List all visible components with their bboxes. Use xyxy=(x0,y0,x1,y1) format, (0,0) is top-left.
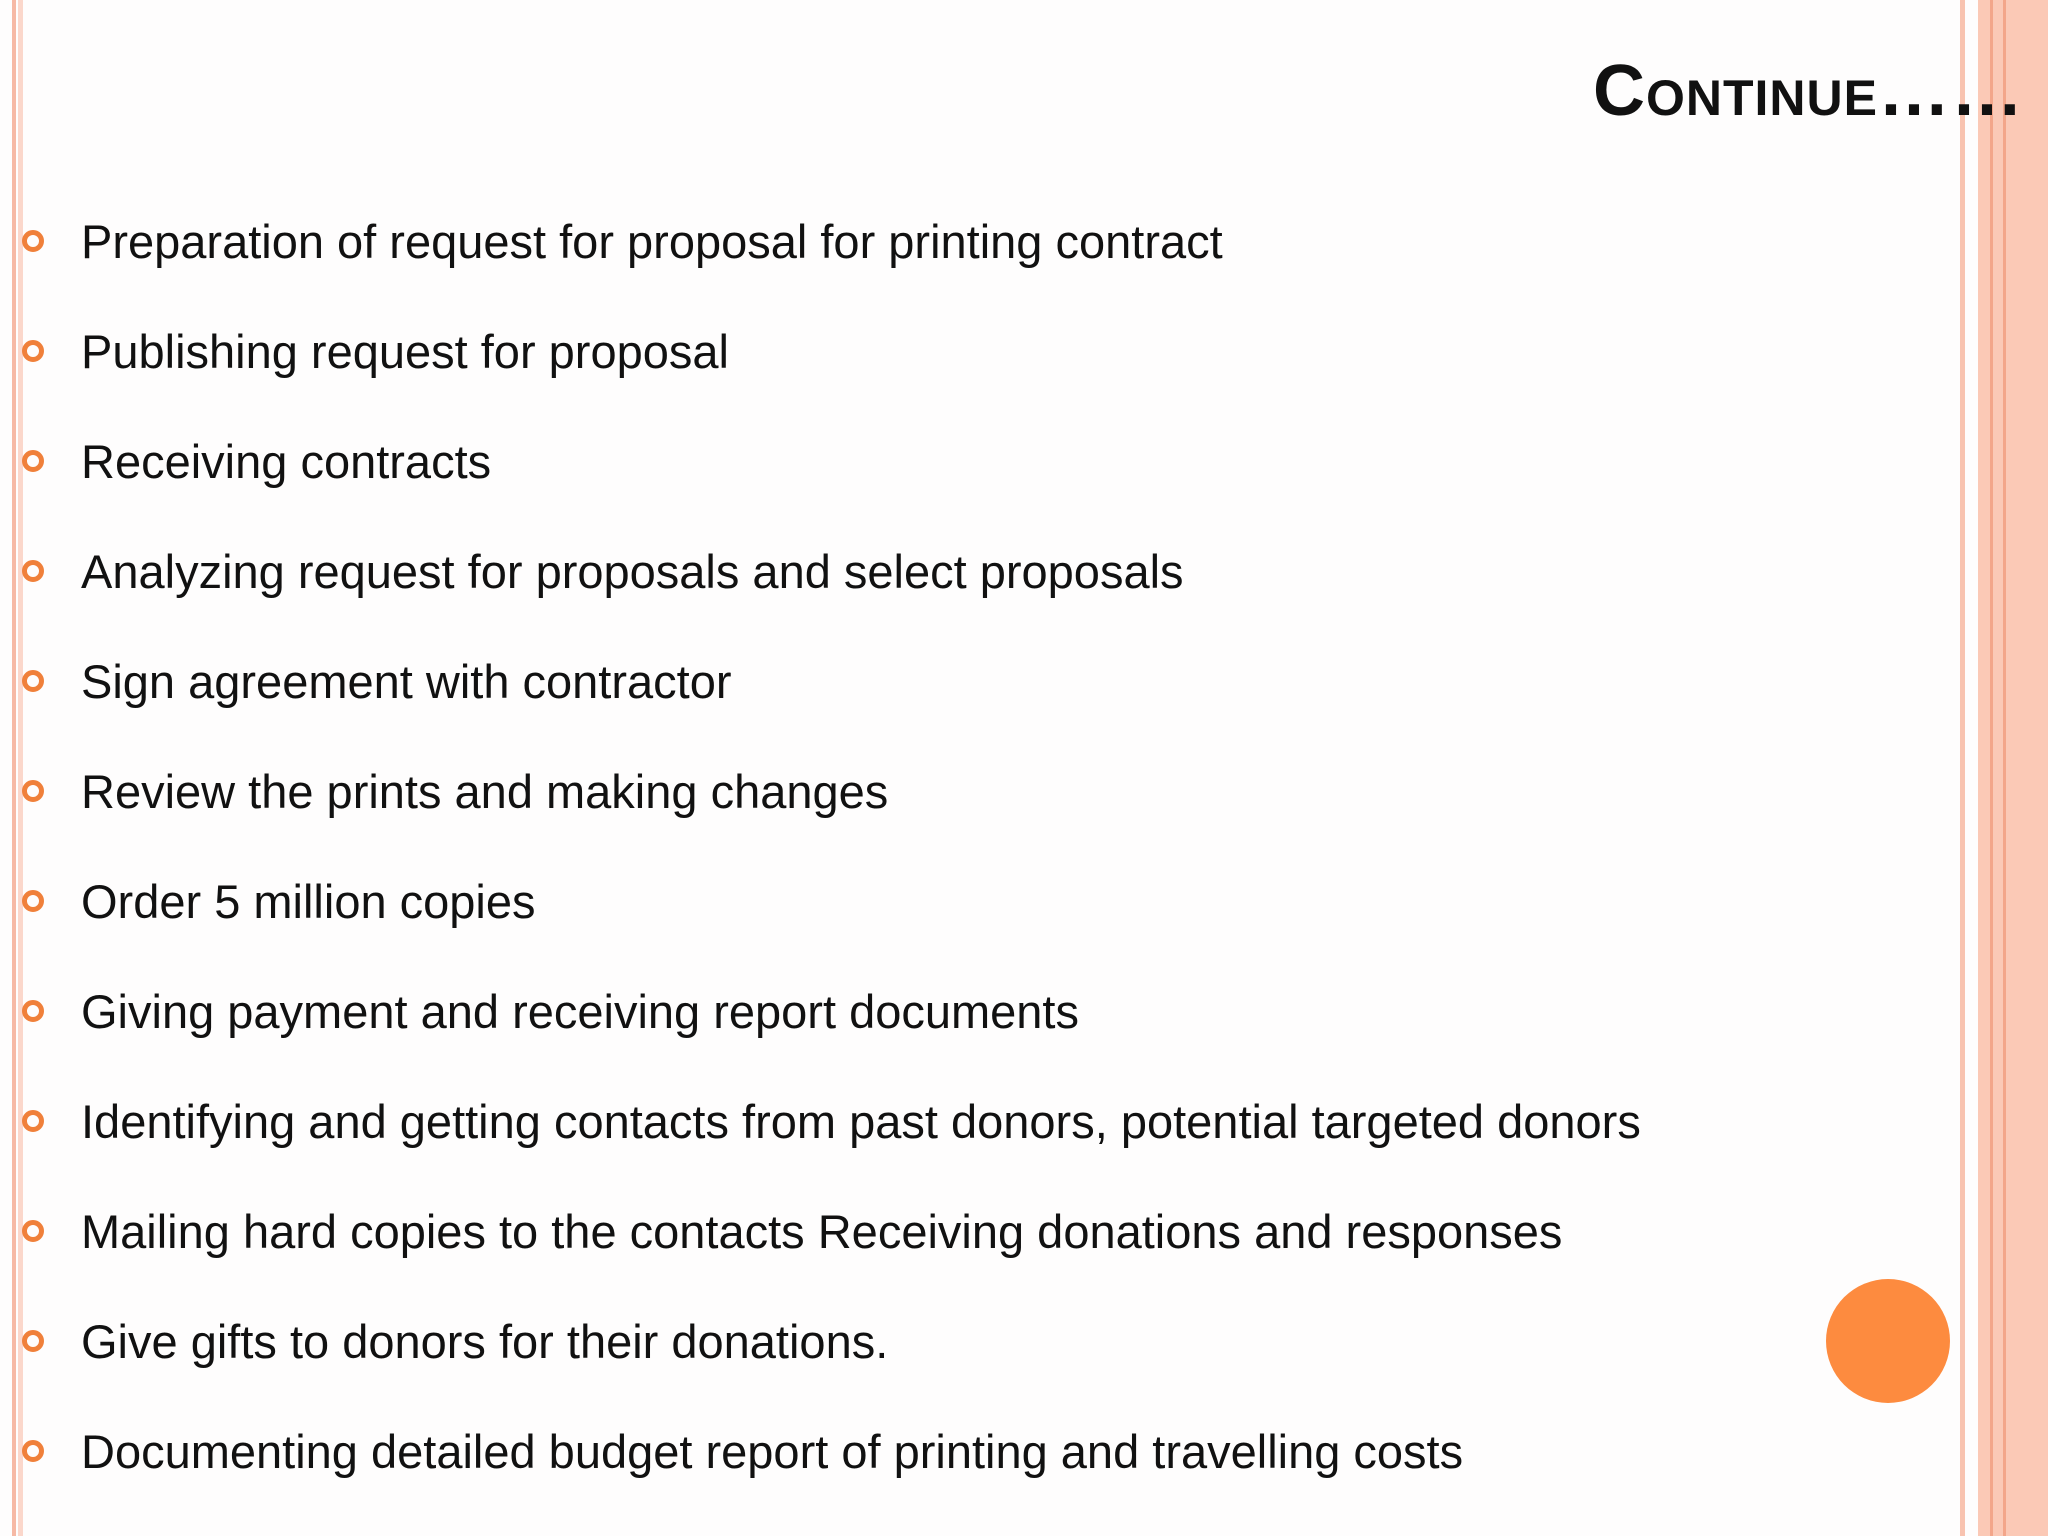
orange-circle-decoration xyxy=(1826,1279,1950,1403)
hollow-circle-bullet-icon xyxy=(22,1330,44,1352)
bullet-text: Preparation of request for proposal for printing contract xyxy=(81,214,1223,268)
list-item xyxy=(22,1396,1641,1506)
bullet-text: Documenting detailed budget report of printing and travelling costs xyxy=(81,1424,1464,1478)
list-item xyxy=(22,516,1641,626)
bullet-text: Receiving contracts xyxy=(81,434,492,488)
left-decorative-stripe xyxy=(12,0,16,1536)
bullet-text: Identifying and getting contacts from past donors, potential targeted donors xyxy=(81,1094,1641,1148)
right-band-line xyxy=(2003,0,2006,1536)
hollow-circle-bullet-icon xyxy=(22,560,44,582)
bullet-text: Give gifts to donors for their donations. xyxy=(81,1314,889,1368)
hollow-circle-bullet-icon xyxy=(22,780,44,802)
list-item xyxy=(22,296,1641,406)
list-item xyxy=(22,956,1641,1066)
bullet-list xyxy=(22,186,1641,1506)
right-band-line xyxy=(1990,0,1993,1536)
bullet-text: Analyzing request for proposals and select proposals xyxy=(81,544,1184,598)
list-item xyxy=(22,406,1641,516)
hollow-circle-bullet-icon xyxy=(22,230,44,252)
hollow-circle-bullet-icon xyxy=(22,450,44,472)
bullet-text: Sign agreement with contractor xyxy=(81,654,732,708)
hollow-circle-bullet-icon xyxy=(22,1220,44,1242)
list-item xyxy=(22,1066,1641,1176)
right-decorative-band xyxy=(1978,0,2048,1536)
hollow-circle-bullet-icon xyxy=(22,340,44,362)
list-item xyxy=(22,736,1641,846)
bullet-text: Order 5 million copies xyxy=(81,874,536,928)
list-item xyxy=(22,1176,1641,1286)
bullet-text: Giving payment and receiving report documents xyxy=(81,984,1079,1038)
hollow-circle-bullet-icon xyxy=(22,890,44,912)
list-item xyxy=(22,846,1641,956)
hollow-circle-bullet-icon xyxy=(22,670,44,692)
hollow-circle-bullet-icon xyxy=(22,1440,44,1462)
list-item xyxy=(22,186,1641,296)
hollow-circle-bullet-icon xyxy=(22,1110,44,1132)
list-item xyxy=(22,1286,1641,1396)
bullet-text: Review the prints and making changes xyxy=(81,764,889,818)
bullet-text: Mailing hard copies to the contacts Receiving donations and responses xyxy=(81,1204,1563,1258)
list-item xyxy=(22,626,1641,736)
slide-title: Continue…… xyxy=(1593,51,2024,131)
hollow-circle-bullet-icon xyxy=(22,1000,44,1022)
bullet-text: Publishing request for proposal xyxy=(81,324,729,378)
right-decorative-stripe xyxy=(1960,0,1965,1536)
